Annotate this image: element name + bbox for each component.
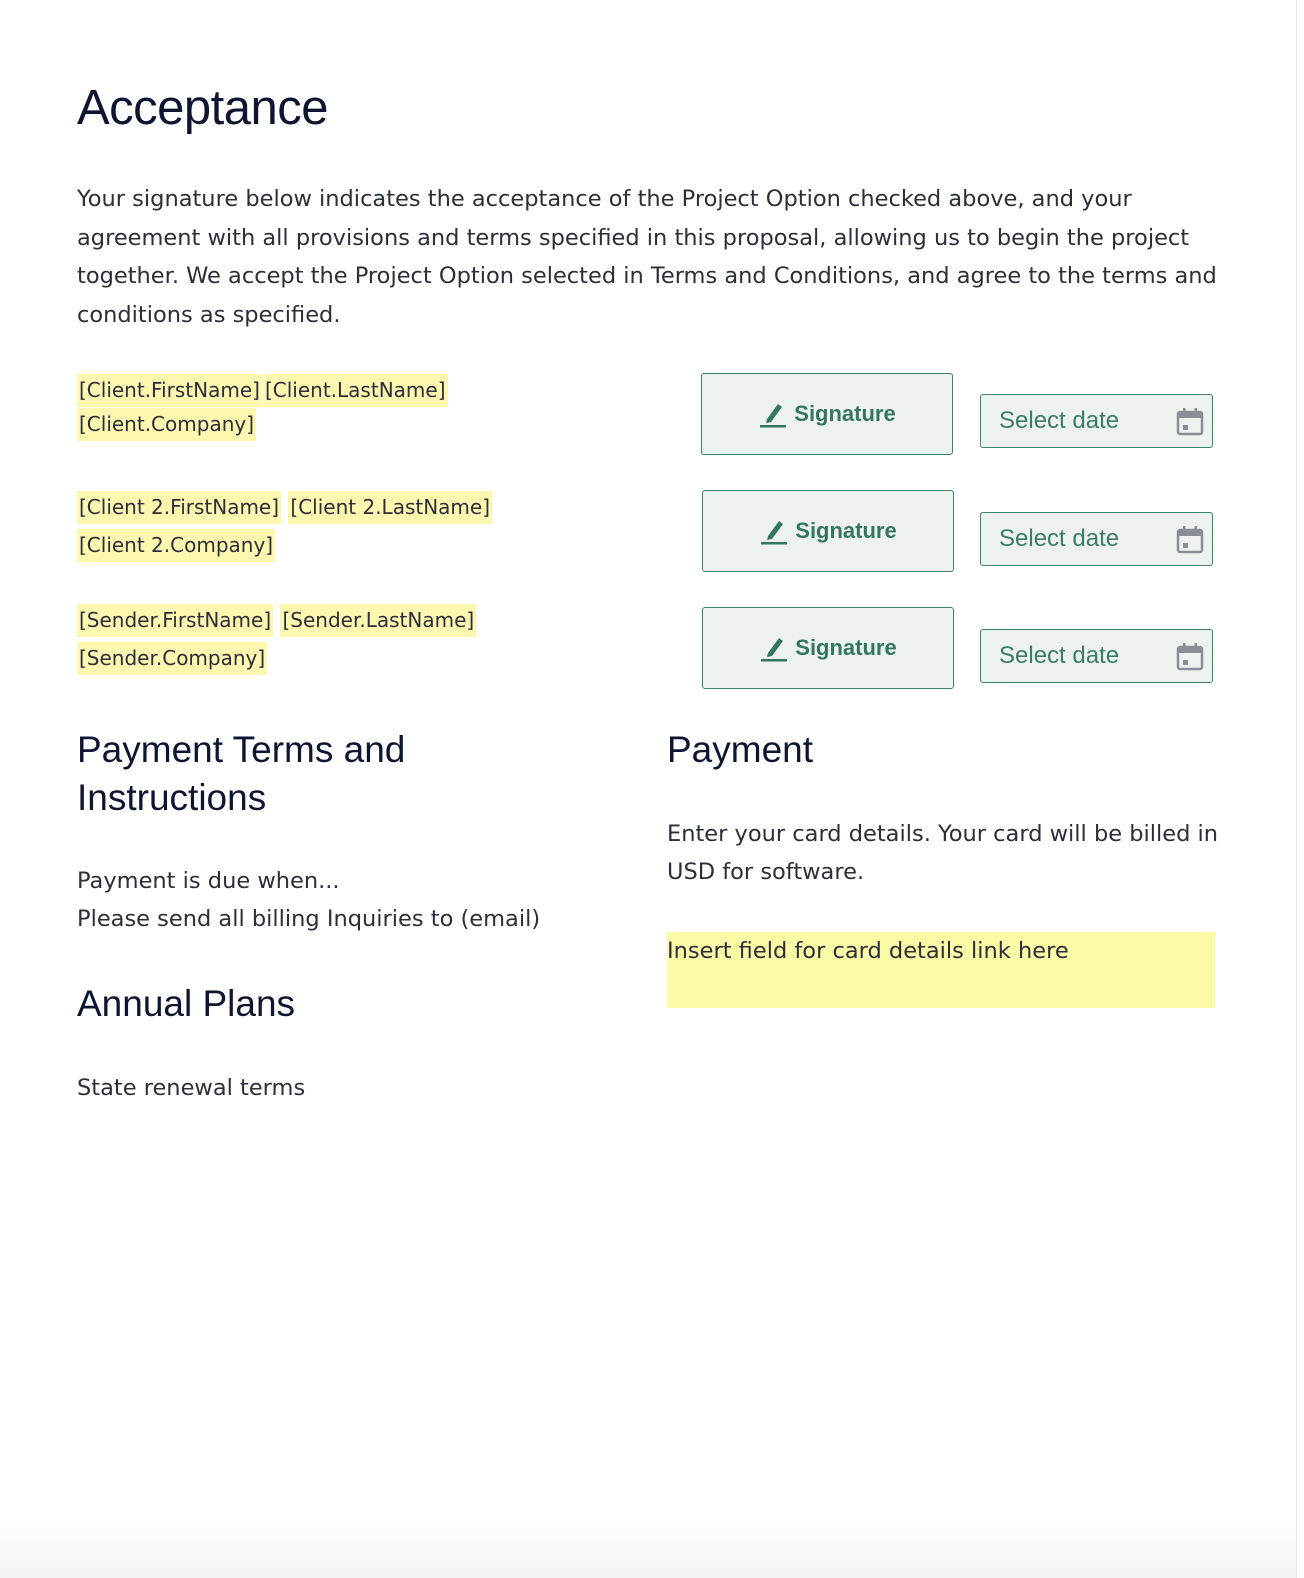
client2-company-token: [Client 2.Company] <box>77 529 275 562</box>
payment-terms-heading: Payment Terms and Instructions <box>77 729 406 818</box>
date-placeholder: Select date <box>999 407 1120 434</box>
annual-plans-text: State renewal terms <box>77 1075 306 1101</box>
client-lastname-token: [Client.LastName] <box>263 374 448 407</box>
sender-firstname-token: [Sender.FirstName] <box>77 604 273 637</box>
annual-plans-heading: Annual Plans <box>77 983 296 1024</box>
date-field-client-2[interactable] <box>980 512 1213 566</box>
signature-button-client-2[interactable] <box>702 490 954 572</box>
card-details-field[interactable] <box>667 932 1215 1008</box>
signature-button-label: Signature <box>794 401 896 426</box>
payment-heading: Payment <box>667 729 814 770</box>
signature-button-label: Signature <box>795 518 897 543</box>
calendar-icon <box>1176 642 1204 672</box>
pen-icon <box>759 516 789 546</box>
signer-block-sender <box>77 604 477 675</box>
calendar-icon <box>1176 407 1204 437</box>
sender-company-token: [Sender.Company] <box>77 642 267 675</box>
page-bottom-shadow <box>0 1518 1296 1578</box>
acceptance-intro: Your signature below indicates the acceptance of the Project Option checked above, and your agreement with all provisions and terms specified in this proposal, allowing us to begin the project together. We accept the Project Option selected in Terms and Conditions, and agree to the terms and conditions as specified. <box>77 186 1217 328</box>
signer-block-client <box>77 374 449 441</box>
card-details-placeholder: Insert field for card details link here <box>667 938 1069 964</box>
client-firstname-token: [Client.FirstName] <box>77 374 262 407</box>
client2-firstname-token: [Client 2.FirstName] <box>77 491 281 524</box>
payment-terms-line-2: Please send all billing Inquiries to (email) <box>77 906 541 932</box>
signature-button-client[interactable] <box>701 373 953 455</box>
date-field-client[interactable] <box>980 394 1213 448</box>
signature-button-sender[interactable] <box>702 607 954 689</box>
calendar-icon <box>1176 525 1204 555</box>
pen-icon <box>759 633 789 663</box>
client2-lastname-token: [Client 2.LastName] <box>288 491 492 524</box>
date-placeholder: Select date <box>999 525 1120 552</box>
date-placeholder: Select date <box>999 642 1120 669</box>
client-company-token: [Client.Company] <box>77 408 256 441</box>
sender-lastname-token: [Sender.LastName] <box>280 604 476 637</box>
signer-block-client-2 <box>77 491 493 562</box>
date-field-sender[interactable] <box>980 629 1213 683</box>
acceptance-heading: Acceptance <box>77 81 329 135</box>
payment-text: Enter your card details. Your card will be billed in USD for software. <box>667 821 1219 885</box>
signature-button-label: Signature <box>795 635 897 660</box>
pen-icon <box>758 399 788 429</box>
payment-terms-line-1: Payment is due when... <box>77 868 340 894</box>
